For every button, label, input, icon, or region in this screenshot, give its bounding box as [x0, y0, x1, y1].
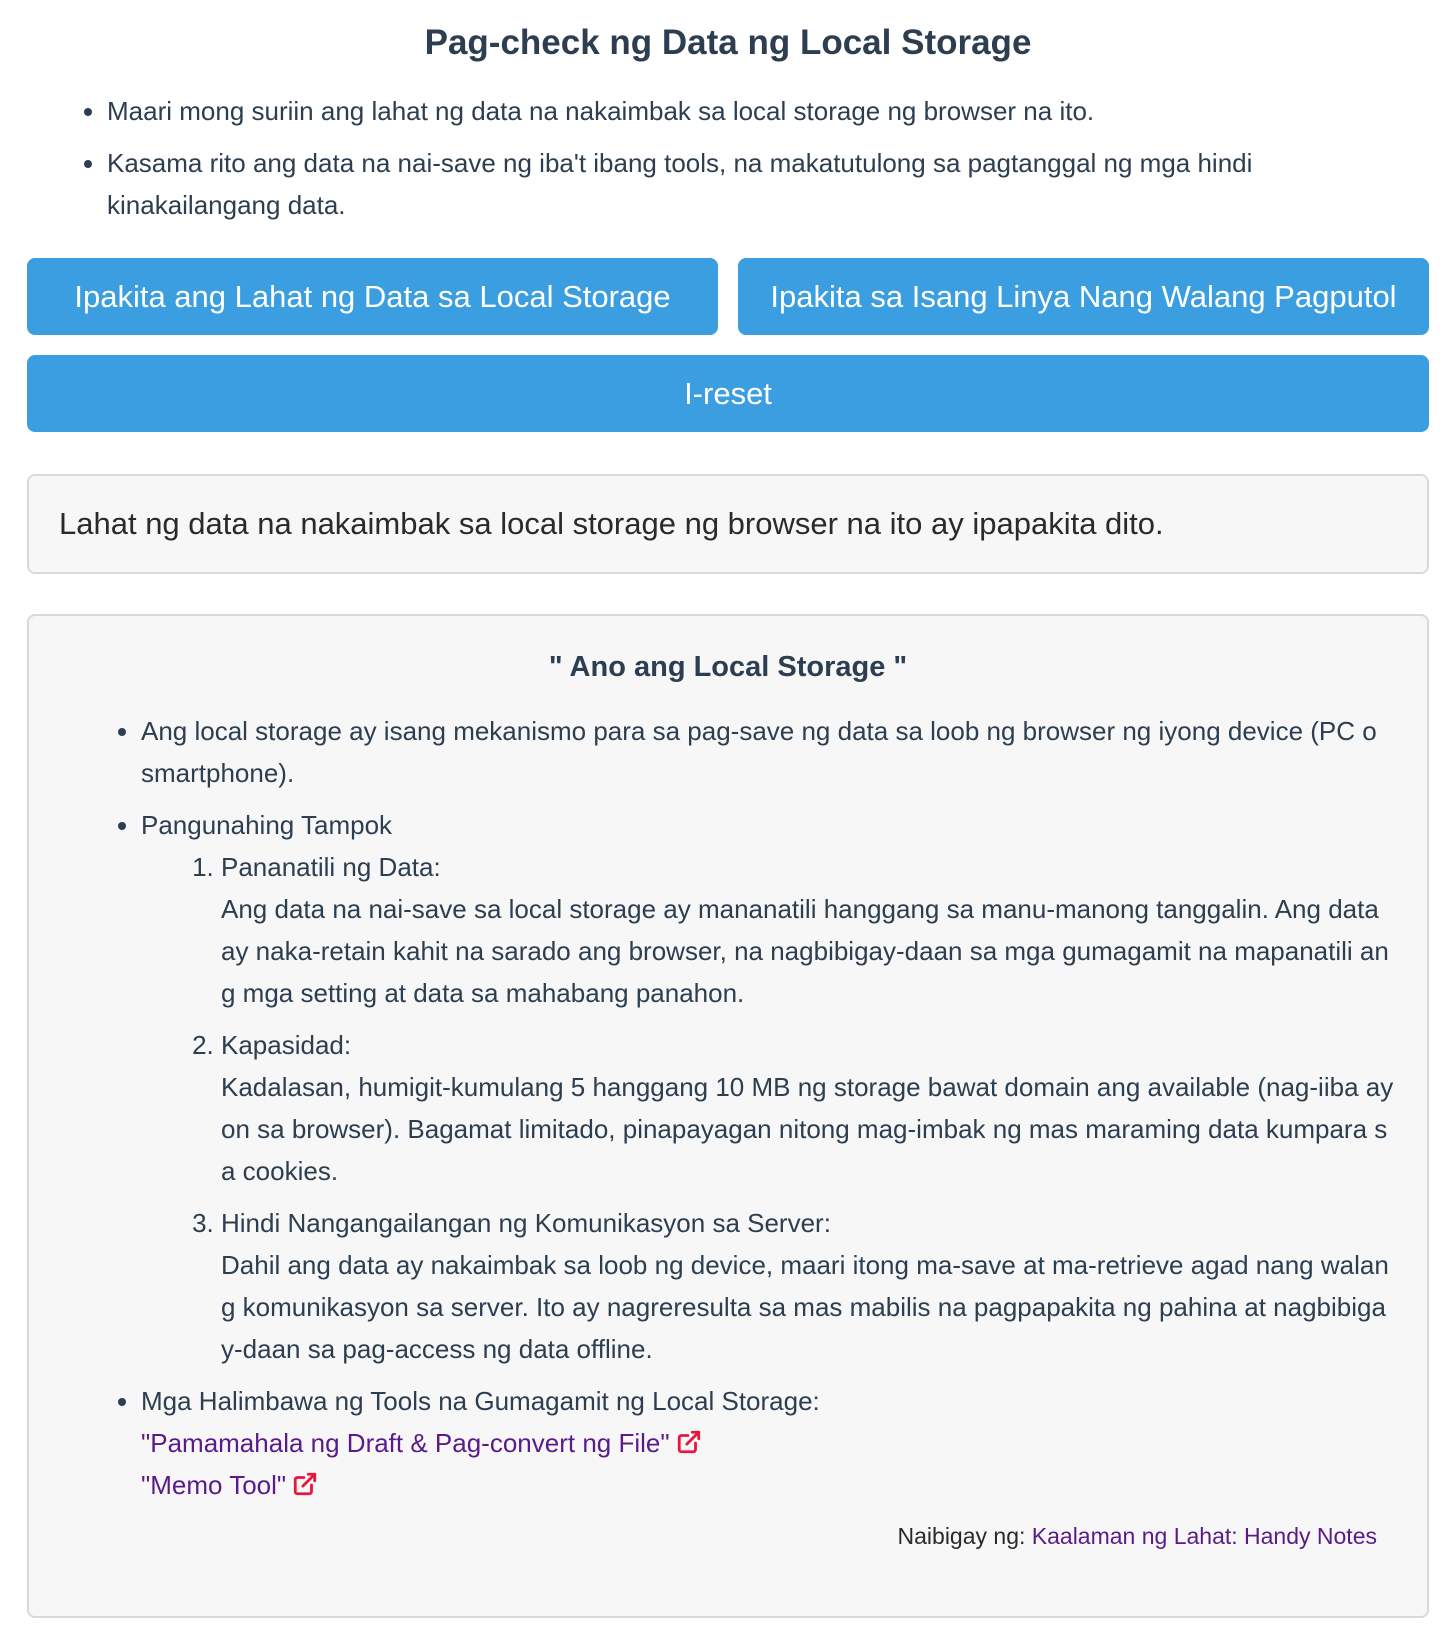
show-all-data-button[interactable]: Ipakita ang Lahat ng Data sa Local Storage	[27, 258, 718, 335]
info-panel	[27, 614, 1429, 1618]
tool-link-memo-tool[interactable]	[141, 1470, 318, 1500]
intro-item: • Maari mong suriin ang lahat ng data na nakaimbak sa local storage ng browser na ito.	[107, 90, 1429, 132]
feature-description: Kadalasan, humigit-kumulang 5 hanggang 10 MB ng storage bawat domain ang available (nag-iiba ayon sa browser). Bagamat limitado, pinapayagan nitong mag-imbak ng mas maraming data kumpara sa cookies.	[221, 1072, 1394, 1186]
external-link-icon	[292, 1471, 318, 1497]
tool-link-draft-manager[interactable]	[141, 1428, 702, 1458]
tool-link-label: "Memo Tool"	[141, 1470, 287, 1500]
features-label: Pangunahing Tampok	[141, 810, 393, 840]
feature-item	[221, 846, 1397, 1014]
page	[27, 0, 1429, 1549]
feature-description: Dahil ang data ay nakaimbak sa loob ng device, maari itong ma-save at ma-retrieve agad nang walang komunikasyon sa server. Ito ay nagreresulta sa mas mabilis na pagpapakita ng pahina at nagbibigay-daan sa pag-access ng data offline.	[221, 1250, 1389, 1364]
feature-title: Pananatili ng Data:	[221, 852, 441, 882]
external-link-icon	[676, 1429, 702, 1455]
feature-title: Hindi Nangangailangan ng Komunikasyon sa Server:	[221, 1208, 831, 1238]
info-heading: " Ano ang Local Storage "	[548, 651, 908, 683]
credit-link[interactable]: Kaalaman ng Lahat: Handy Notes	[1031, 1523, 1377, 1549]
info-definition: • Ang local storage ay isang mekanismo para sa pag-save ng data sa loob ng browser ng iyong device (PC o smartphone).	[141, 710, 1397, 794]
credit-line	[898, 1520, 1377, 1552]
intro-item: • Kasama rito ang data na nai-save ng iba't ibang tools, na makatutulong sa pagtanggal ng mga hindi kinakailangang data.	[107, 142, 1429, 226]
page-title: Pag-check ng Data ng Local Storage	[424, 23, 1032, 62]
feature-item	[221, 1024, 1397, 1192]
tool-link-label: "Pamamahala ng Draft & Pag-convert ng File"	[141, 1428, 670, 1458]
credit-prefix: Naibigay ng:	[897, 1523, 1032, 1549]
feature-item	[221, 1202, 1397, 1370]
output-text: Lahat ng data na nakaimbak sa local storage ng browser na ito ay ipapakita dito.	[59, 506, 1164, 541]
output-panel	[27, 474, 1429, 574]
button-row	[27, 258, 1429, 335]
show-single-line-button[interactable]: Ipakita sa Isang Linya Nang Walang Pagputol	[738, 258, 1429, 335]
features-list	[141, 846, 1397, 1370]
intro-list	[27, 90, 1429, 226]
info-tools	[141, 1380, 1397, 1506]
tools-label: Mga Halimbawa ng Tools na Gumagamit ng Local Storage:	[141, 1386, 820, 1416]
feature-description: Ang data na nai-save sa local storage ay mananatili hanggang sa manu-manong tanggalin. Ang data ay naka-retain kahit na sarado ang browser, na nagbibigay-daan sa mga gumagamit na mapanatili ang mga setting at data sa mahabang panahon.	[221, 894, 1389, 1008]
feature-title: Kapasidad:	[221, 1030, 352, 1060]
info-list	[29, 710, 1397, 1506]
reset-button[interactable]: I-reset	[27, 355, 1429, 432]
info-features	[141, 804, 1397, 1370]
